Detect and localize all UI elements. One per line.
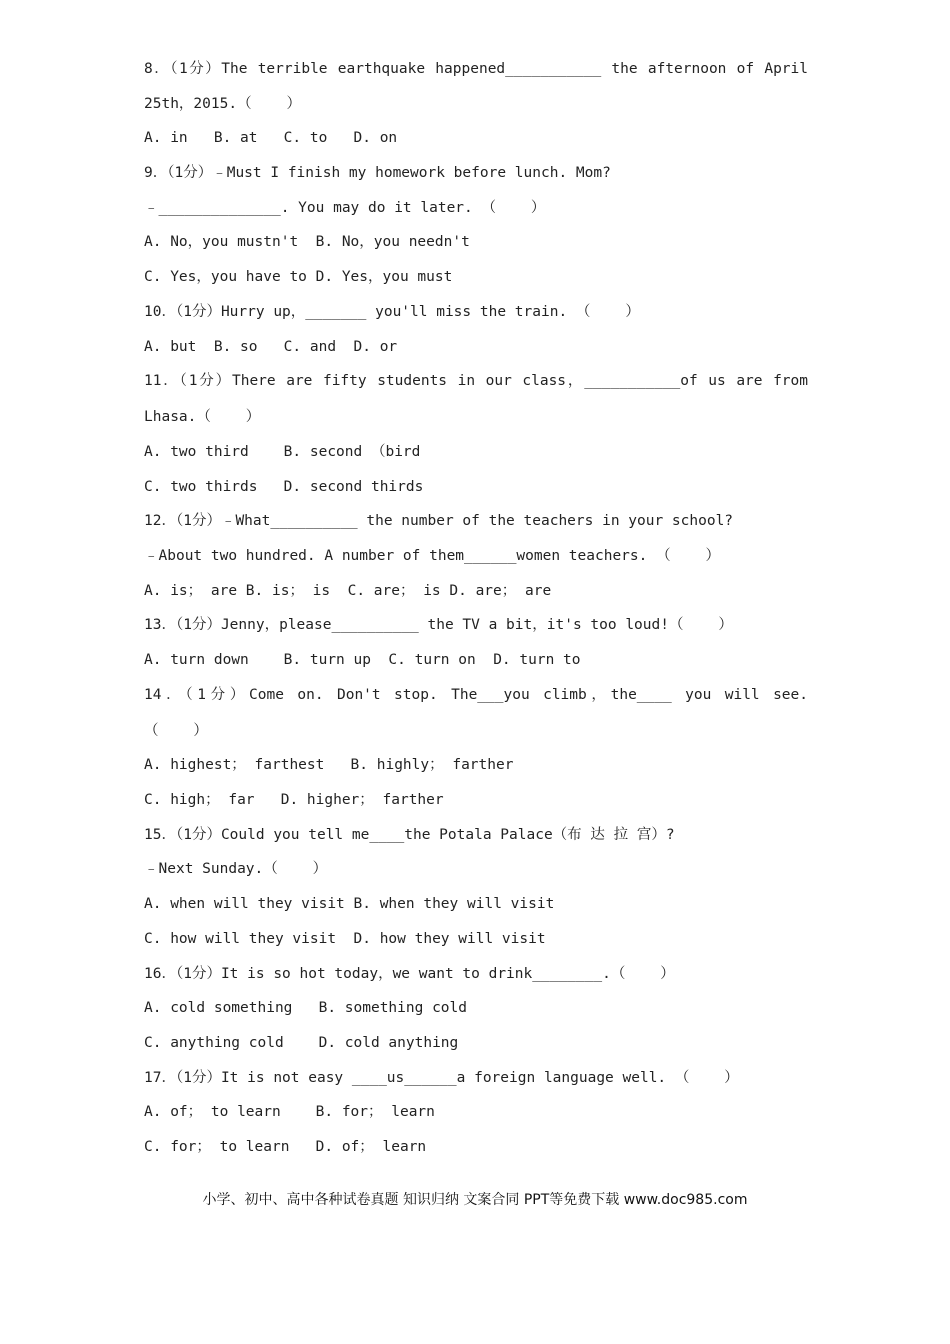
q13-stem: 13．（1分）Jenny，please__________ the TV a bit，it's too loud!（ ） [144, 617, 733, 634]
q11-stem: 11．（1分）There are fifty students in our class，___________of us are from [144, 373, 808, 390]
q10-options: A. but B. so C. and D. or [144, 338, 398, 355]
q9-options-cd: C. Yes，you have to D. Yes，you must [144, 269, 453, 286]
q16-options-ab: A. cold something B. something cold [144, 1000, 468, 1017]
q14-stem-cont: （ ） [144, 722, 208, 739]
q8-options: A. in B. at C. to D. on [144, 130, 398, 147]
q17-options-cd: C. for； to learn D. of； learn [144, 1138, 427, 1155]
q12-options: A. is； are B. is； is C. are； is D. are； are [144, 582, 552, 599]
q8-stem: 8．（1分）The terrible earthquake happened___________ the afternoon of April [144, 61, 808, 77]
q15-options-cd: C. how will they visit D. how they will visit [144, 930, 546, 947]
q9-reply: ﹣______________. You may do it later. （ ） [144, 199, 546, 216]
question-list [144, 56, 808, 1169]
q15-options-ab: A. when will they visit B. when they will visit [144, 896, 555, 913]
q17-stem: 17．（1分）It is not easy ____us______a foreign language well. （ ） [144, 1069, 739, 1086]
q15-stem: 15．（1分）Could you tell me____the Potala Palace（布 达 拉 宫）? [144, 826, 675, 843]
q10-stem: 10．（1分）Hurry up，_______ you'll miss the train. （ ） [144, 303, 640, 320]
q16-options-cd: C. anything cold D. cold anything [144, 1034, 459, 1051]
q14-options-cd: C. high； far D. higher； farther [144, 792, 444, 809]
q12-reply: ﹣About two hundred. A number of them______women teachers. （ ） [144, 547, 721, 564]
q12-stem: 12．（1分）﹣What__________ the number of the teachers in your school? [144, 513, 734, 530]
q11-options-ab: A. two third B. second （bird [144, 443, 421, 460]
q14-options-ab: A. highest； farthest B. highly； farther [144, 757, 514, 774]
q9-stem: 9．（1分）﹣Must I finish my homework before lunch. Mom? [144, 165, 611, 182]
q13-options: A. turn down B. turn up C. turn on D. turn to [144, 652, 581, 668]
q8-stem-cont: 25th，2015.（ ） [144, 95, 301, 112]
q17-options-ab: A. of； to learn B. for； learn [144, 1104, 435, 1121]
q11-stem-cont: Lhasa.（ ） [144, 409, 261, 426]
q11-options-cd: C. two thirds D. second thirds [144, 478, 424, 495]
page-footer: 小学、初中、高中各种试卷真题 知识归纳 文案合同 PPT等免费下载 www.doc985.com [202, 1192, 748, 1208]
q15-reply: ﹣Next Sunday.（ ） [144, 861, 328, 878]
q9-options-ab: A. No，you mustn't B. No，you needn't [144, 234, 470, 251]
q14-stem: 14．（1分）Come on. Don't stop. The___you climb，the____ you will see. [144, 686, 808, 703]
q16-stem: 16．（1分）It is so hot today，we want to drink________.（ ） [144, 965, 675, 982]
